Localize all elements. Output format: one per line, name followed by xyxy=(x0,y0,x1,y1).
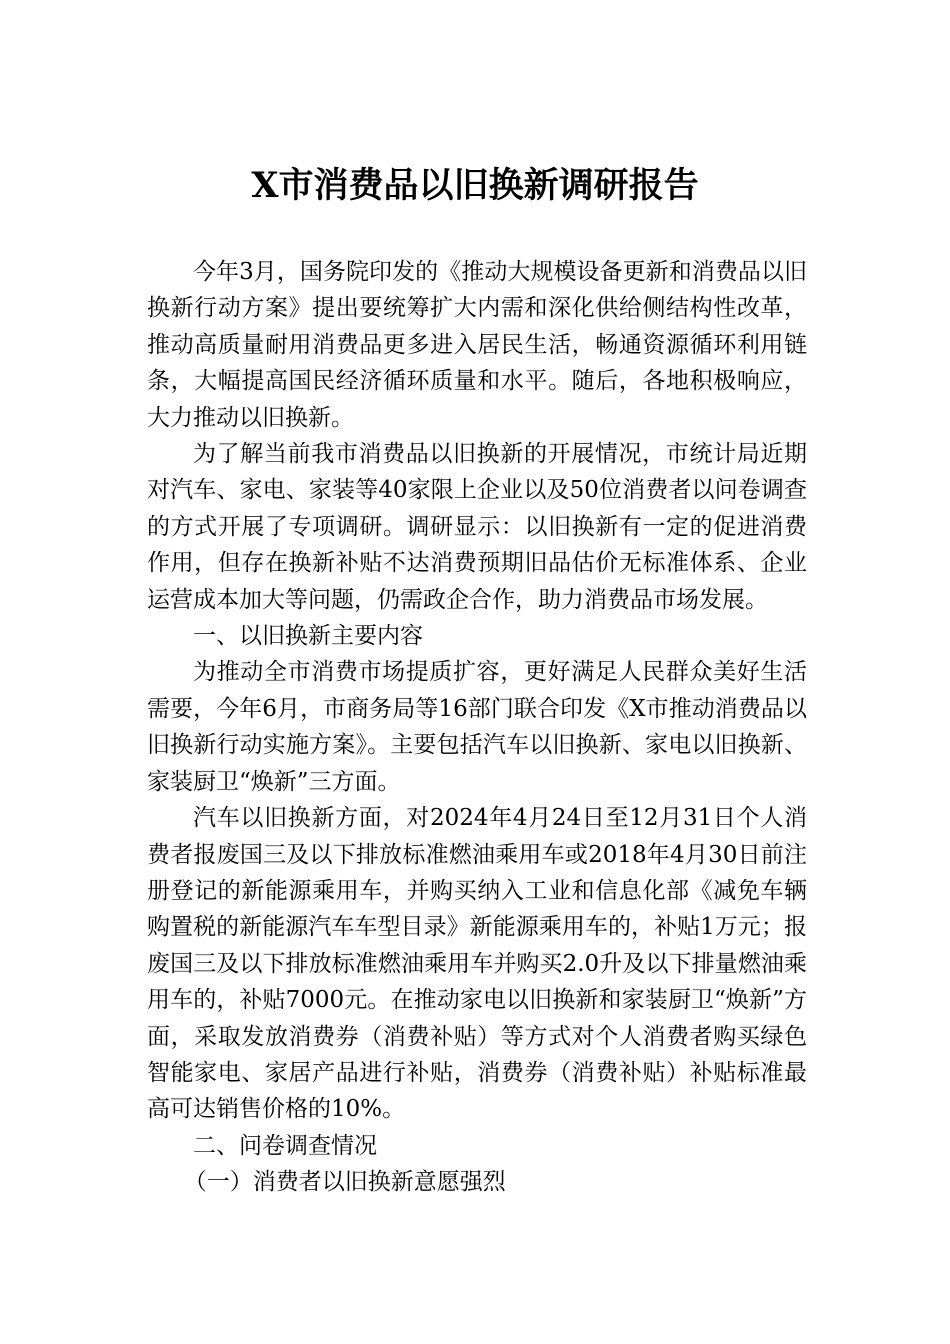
section-heading-2: 二、问卷调查情况 xyxy=(193,1132,377,1159)
paragraph-plan: 为推动全市消费市场提质扩容，更好满足人民群众美好生活需要，今年6月，市商务局等16部门联合印发《X市推动消费品以旧换新行动实施方案》。主要包括汽车以旧换新、家电以旧换新、家装厨卫“焕新”三方面。 xyxy=(147,659,807,795)
document-body xyxy=(147,254,807,1201)
paragraph-intro: 今年3月，国务院印发的《推动大规模设备更新和消费品以旧换新行动方案》提出要统筹扩大内需和深化供给侧结构性改革，推动高质量耐用消费品更多进入居民生活，畅通资源循环利用链条，大幅提高国民经济循环质量和水平。随后，各地积极响应，大力推动以旧换新。 xyxy=(147,259,807,431)
document-title: X市消费品以旧换新调研报告 xyxy=(251,165,699,206)
section-heading-1: 一、以旧换新主要内容 xyxy=(193,623,423,650)
paragraph-details: 汽车以旧换新方面，对2024年4月24日至12月31日个人消费者报废国三及以下排放标准燃油乘用车或2018年4月30日前注册登记的新能源乘用车，并购买纳入工业和信息化部《减免车辆购置税的新能源汽车车型目录》新能源乘用车的，补贴1万元；报废国三及以下排放标准燃油乘用车并购买2.0升及以下排量燃油乘用车的，补贴7000元。在推动家电以旧换新和家装厨卫“焕新”方面，采取发放消费券（消费补贴）等方式对个人消费者购买绿色智能家电、家居产品进行补贴，消费券（消费补贴）补贴标准最高可达销售价格的10%。 xyxy=(147,805,807,1123)
paragraph-survey: 为了解当前我市消费品以旧换新的开展情况，市统计局近期对汽车、家电、家装等40家限上企业以及50位消费者以问卷调查的方式开展了专项调研。调研显示：以旧换新有一定的促进消费作用，但存在换新补贴不达消费预期旧品估价无标准体系、企业运营成本加大等问题，仍需政企合作，助力消费品市场发展。 xyxy=(147,441,807,613)
subsection-heading-1: （一）消费者以旧换新意愿强烈 xyxy=(183,1169,506,1196)
